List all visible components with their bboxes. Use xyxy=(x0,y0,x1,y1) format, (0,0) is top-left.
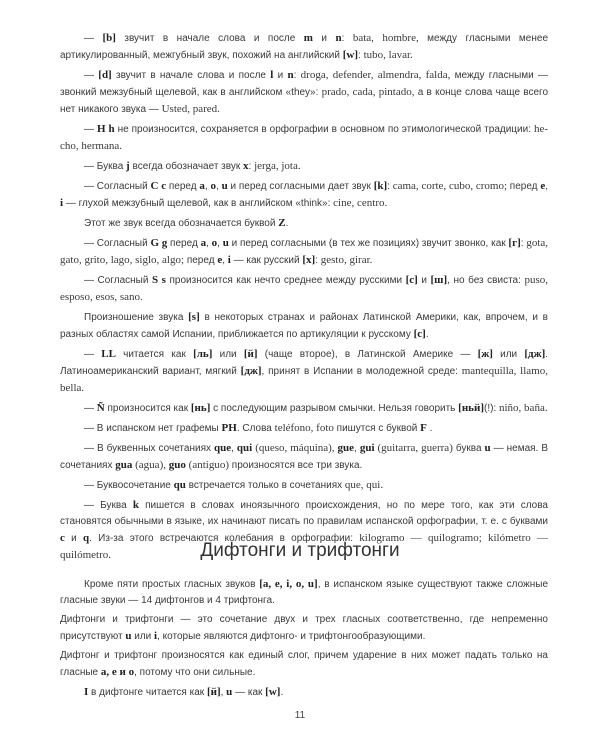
paragraph-ll: — LL читается как [ль] или [й] (чаще второе), в Латинской Америке — [ж] или [дж]. Латиноамериканский вариант, мягкий [дж], принят в Испании в молодежной среде: mantequilla, llamo, bella. xyxy=(60,348,549,394)
paragraph-que-gui: — В буквенных сочетаниях que, qui (queso, máquina), gue, gui (guitarra, guerra) буква u — немая. В сочетаниях gua (agua), guo (antiguo) произносятся все три звука. xyxy=(60,442,549,471)
paragraph-qu: — Буквосочетание qu встречается только в сочетаниях que, qui. xyxy=(84,479,384,491)
paragraph-i-u: I в дифтонге читается как [й], u — как [w]. xyxy=(84,686,284,698)
section-diphthongs xyxy=(60,576,548,704)
page-number: 11 xyxy=(294,710,306,721)
section-consonants xyxy=(60,30,548,567)
paragraph-g: — Согласный G g перед a, o, u и перед согласными (в тех же позициях) звучит звонко, как [г]: gota, gato, grito, lago, siglo, algo; перед e, i — как русский [х]: gesto, girar. xyxy=(60,237,549,266)
paragraph-s: — Согласный S s произносится как нечто среднее между русскими [с] и [ш], но без свиста: puso, esposo, esos, sano. xyxy=(60,274,548,303)
paragraph-c: — Согласный C c перед a, o, u и перед согласными дает звук [k]: cama, corte, cubo, cromo; перед e, i — глухой межзубный щелевой, как в английском «think»: cine, centro. xyxy=(60,180,548,209)
paragraph-stress: Дифтонг и трифтонг произносятся как единый слог, причем ударение в них может падать только на гласные a, e и o, потому что они сильные. xyxy=(60,650,548,678)
paragraph-vowels: Кроме пяти простых гласных звуков [a, e, i, o, u], в испанском языке существуют также сложные гласные звуки — 14 дифтонгов и 4 трифтонга. xyxy=(60,578,549,606)
paragraph-k: — Буква k пишется в словах иноязычного происхождения, но по мере того, как эти слова становятся обычными в языке, их начинают писать по правилам испанской орфографии, т. е. с буквами c и q. Из-за этого встречаются колебания в орфографии: kilogramo — quilogramo; kilómetro — quilómetro. xyxy=(60,499,548,561)
paragraph-ph: — В испанском нет графемы PH. Слова teléfono, foto пишутся с буквой F . xyxy=(84,422,433,434)
paragraph-enye: — Ñ произносится как [нь] с последующим разрывом смычки. Нельзя говорить [ньй](!): niño, baña. xyxy=(84,402,548,414)
paragraph-z: Этот же звук всегда обозначается буквой Z. xyxy=(84,217,289,229)
paragraph-s-pronunciation: Произношение звука [s] в некоторых странах и районах Латинской Америки, как, впрочем, и в разных областях самой Испании, приближается по артикуляции к русскому [с]. xyxy=(60,311,548,340)
paragraph-j: — Буква j всегда обозначает звук х: jerga, jota. xyxy=(84,160,301,172)
paragraph-h: — H h не произносится, сохраняется в орфографии в основном по этимологической традиции: he-cho, hermana. xyxy=(60,123,548,152)
paragraph-b: — [b] звучит в начале слова и после m и n: bata, hombre, между гласными менее артикулированный, межгубный звук, похожий на английский [w]: tubo, lavar. xyxy=(60,32,549,61)
paragraph-definition: Дифтонги и трифтонги — это сочетание двух и трех гласных соответственно, где непременно присутствуют u или i, которые являются дифтонго- и трифтонгообразующими. xyxy=(60,614,548,642)
section-heading: Дифтонги и трифтонги xyxy=(200,540,400,561)
paragraph-d: — [d] звучит в начале слова и после l и n: droga, defender, almendra, falda, между гласными — звонкий межзубный щелевой, как в английском «they»: prado, cada, pintado, а в конце слова чаще всего нет никакого звука — Usted, pared. xyxy=(60,69,549,115)
